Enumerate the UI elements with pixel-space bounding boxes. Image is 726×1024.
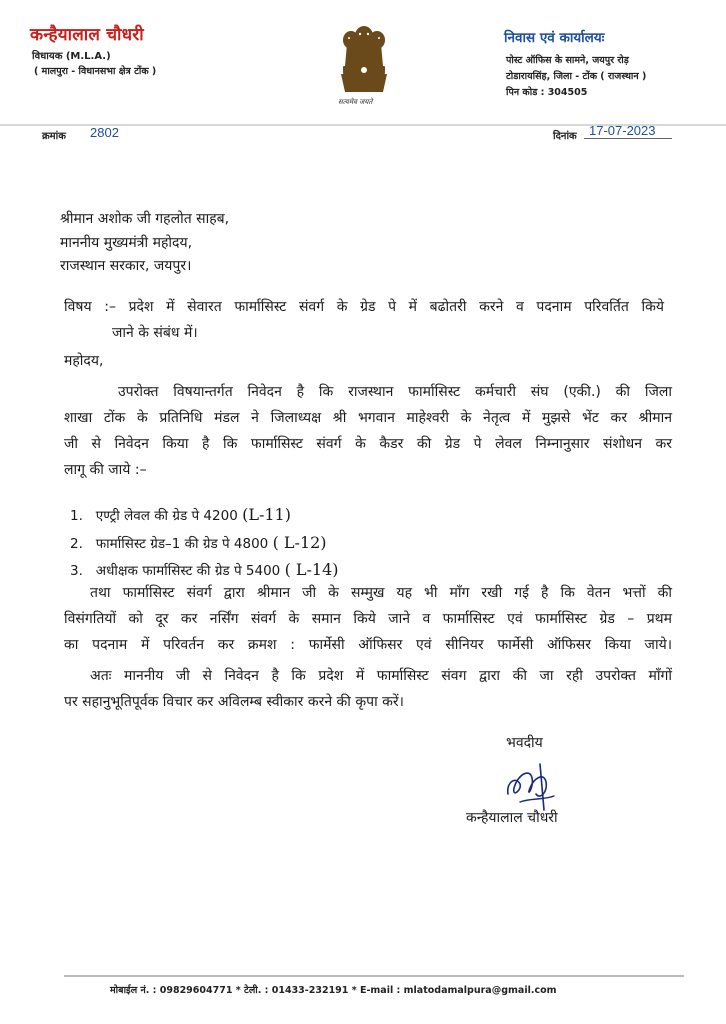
paragraph-line: लागू की जाये :– (64, 462, 147, 478)
date-underline (584, 138, 672, 139)
paragraph-2 (64, 580, 672, 658)
national-emblem-icon (325, 14, 403, 110)
designation: विधायक (M.L.A.) (32, 51, 111, 62)
list-text: फार्मासिस्ट ग्रेड–1 की ग्रेड पे 4800 (95, 536, 269, 552)
recipient-line: माननीय मुख्यमंत्री महोदय, (60, 235, 193, 251)
date-label: दिनांक (553, 131, 577, 142)
footer-divider (64, 975, 684, 977)
recipient-line: राजस्थान सरकार, जयपुर। (60, 258, 192, 274)
paragraph-3 (64, 663, 672, 715)
list-number: 1. (70, 508, 83, 524)
contact-footer: मोबाईल नं. : 09829604771 * टेली. : 01433-232191 * E-mail : mlatodamalpura@gmail.com (110, 985, 557, 996)
office-address-line: टोडारायसिंह, जिला - टोंक ( राजस्थान ) (506, 71, 647, 82)
subject (64, 294, 664, 346)
reference-number: 2802 (90, 125, 119, 140)
grade-level-code: ( L-14) (284, 560, 339, 579)
paragraph-line: उपरोक्त विषयान्तर्गत निवेदन है कि राजस्थान फार्मासिस्ट कर्मचारी संघ (एकी.) की जिला (118, 384, 672, 400)
subject-line: जाने के संबंध में। (112, 325, 198, 341)
date-value: 17-07-2023 (589, 123, 656, 138)
office-address-line: पोस्ट ऑफिस के सामने, जयपुर रोड़ (506, 55, 629, 66)
office-heading: निवास एवं कार्यालयः (504, 30, 605, 46)
office-address-line: पिन कोड : 304505 (506, 87, 588, 98)
closing: भवदीय (506, 735, 543, 751)
emblem-caption: सत्यमेव जयते (338, 98, 373, 106)
list-text: अधीक्षक फार्मासिस्ट की ग्रेड पे 5400 (95, 563, 281, 579)
constituency: ( मालपुरा - विधानसभा क्षेत्र टोंक ) (34, 66, 157, 77)
list-item (70, 505, 291, 524)
paragraph-line: पर सहानुभूतिपूर्वक विचार कर अविलम्ब स्वीकार करने की कृपा करें। (64, 694, 404, 710)
salutation: महोदय, (64, 353, 104, 369)
subject-line: विषय :– प्रदेश में सेवारत फार्मासिस्ट संवर्ग के ग्रेड पे में बढोतरी करने व पदनाम परिवर्तित किये (64, 299, 664, 315)
handwritten-signature-icon (500, 758, 560, 814)
grade-level-code: (L-11) (242, 505, 291, 524)
list-item (70, 533, 327, 552)
list-text: एण्ट्री लेवल की ग्रेड पे 4200 (95, 508, 238, 524)
grade-level-code: ( L-12) (272, 533, 327, 552)
paragraph-line: जी से निवेदन किया है कि फार्मासिस्ट संवर्ग के कैडर की ग्रेड पे लेवल निम्नानुसार संशोधन कर (64, 436, 672, 452)
reference-number-label: क्रमांक (42, 131, 66, 142)
paragraph-line: विसंगतियों को दूर कर नर्सिंग संवर्ग के समान किये जाने व फार्मासिस्ट एवं फार्मासिस्ट ग्रेड – प्रथम (64, 611, 672, 627)
list-item (70, 560, 339, 579)
paragraph-1 (64, 379, 672, 483)
paragraph-line: अतः माननीय जी से निवेदन है कि प्रदेश में फार्मासिस्ट संवग द्वारा की जा रही उपरोक्त माँगों (90, 668, 672, 684)
paragraph-line: शाखा टोंक के प्रतिनिधि मंडल ने जिलाध्यक्ष श्री भगवान माहेश्वरी के नेतृत्व में मुझसे भेंट कर श्रीमान (64, 410, 672, 426)
paragraph-line: का पदनाम में परिवर्तन कर क्रमश : फार्मेसी ऑफिसर एवं सीनियर फार्मेसी ऑफिसर किया जाये। (64, 637, 672, 653)
paragraph-line: तथा फार्मासिस्ट संवर्ग द्वारा श्रीमान जी के सम्मुख यह भी माँग रखी गई है कि वेतन भत्तों की (90, 585, 672, 601)
recipient-line: श्रीमान अशोक जी गहलोत साहब, (60, 211, 230, 227)
signatory-name: कन्हैयालाल चौधरी (466, 810, 558, 826)
letterhead-name: कन्हैयालाल चौधरी (30, 25, 144, 45)
list-number: 2. (70, 536, 83, 552)
office-address (506, 53, 646, 101)
list-number: 3. (70, 563, 83, 579)
